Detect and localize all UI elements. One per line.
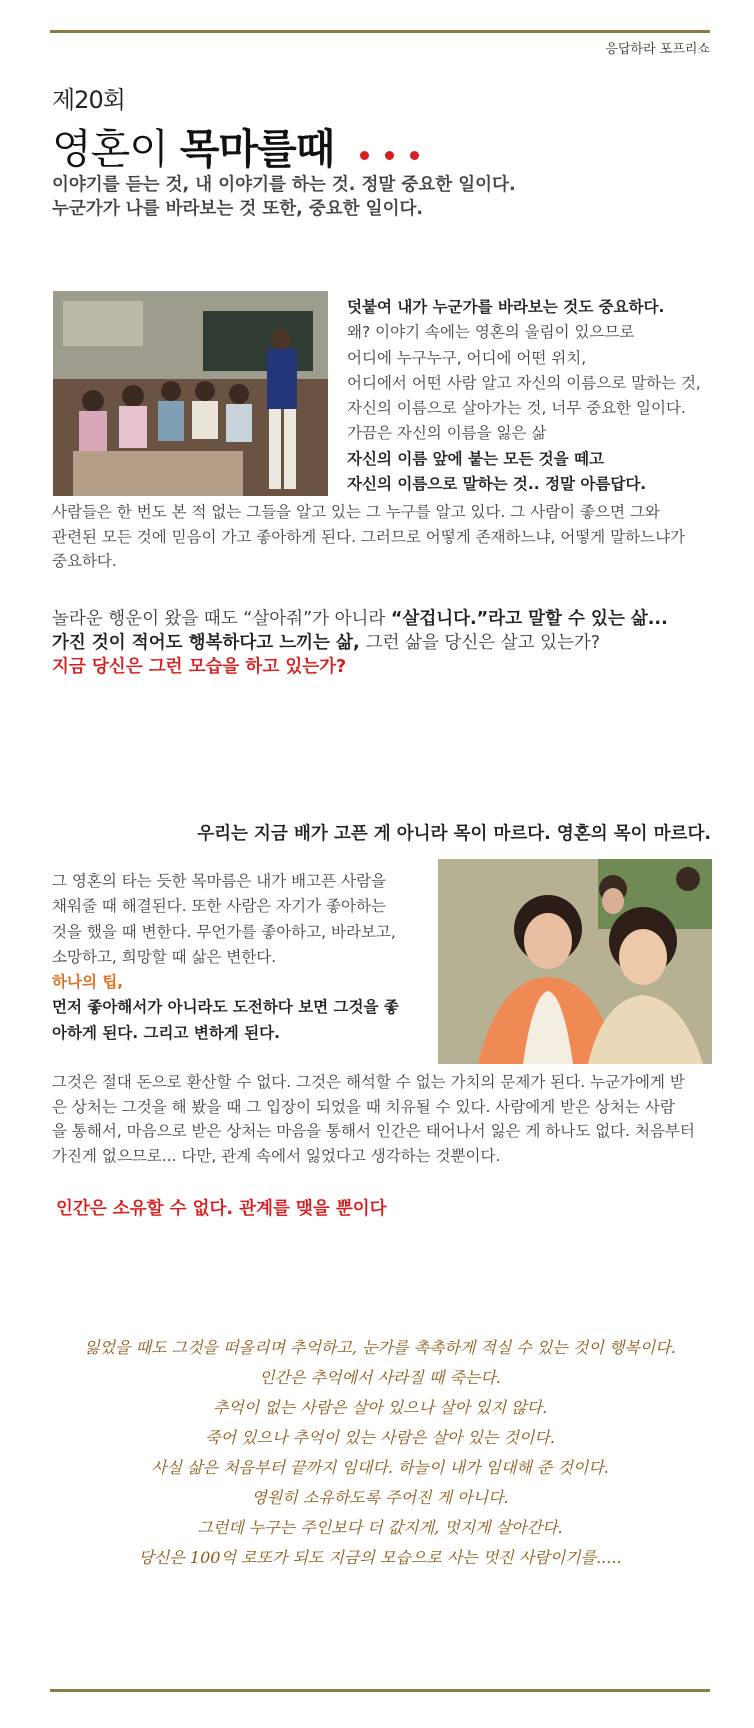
tip-line: 먼저 좋아해서가 아니라도 도전하다 보면 그것을 좋 [52, 998, 399, 1017]
text-line: 채워줄 때 해결된다. 또한 사람은 자기가 좋아하는 [52, 897, 386, 916]
text-line: 덧붙여 내가 누군가를 바라보는 것도 중요하다. [347, 298, 665, 316]
text-line: 소망하고, 희망할 때 삶은 변한다. [52, 947, 277, 966]
section1-paragraph [52, 500, 716, 574]
text-line: 자신의 이름 앞에 붙는 모든 것을 떼고 [347, 449, 604, 468]
text-line: 왜? 이야기 속에는 영혼의 울림이 있으므로 [347, 323, 635, 342]
episode-number: 제20회 [52, 86, 125, 114]
page-title [52, 116, 435, 176]
quote-emphasis: 가진 것이 적어도 행복하다고 느끼는 삶, [52, 633, 366, 653]
text-line: 가진게 없으므로... 다만, 관계 속에서 잃었다고 생각하는 것뿐이다. [52, 1146, 501, 1165]
text-line: 사람들은 한 번도 본 적 없는 그들을 알고 있는 그 누구를 알고 있다. 그 사람이 좋으면 그와 [52, 503, 660, 521]
ellipsis-dots [360, 128, 435, 176]
text-line: 그것은 절대 돈으로 환산할 수 없다. 그것은 해석할 수 없는 가치의 문제가 된다. 누군가에게 받 [52, 1073, 685, 1091]
text-line: 을 통해서, 마음으로 받은 상처는 마음을 통해서 인간은 태어나서 잃은 게 하나도 없다. 처음부터 [52, 1122, 695, 1140]
section2-paragraph [52, 1070, 716, 1168]
dot-icon [385, 151, 394, 160]
section2-heading: 우리는 지금 배가 고픈 게 아니라 목이 마르다. 영혼의 목이 마르다. [197, 824, 711, 844]
tip-label: 하나의 팁, [52, 973, 124, 992]
text-line: 가끔은 자신의 이름을 잃은 삶 [347, 424, 547, 443]
text-line: 그 영혼의 타는 듯한 목마름은 내가 배고픈 사람을 [52, 872, 386, 890]
subtitle-line: 누군가가 나를 바라보는 것 또한, 중요한 일이다. [52, 199, 424, 219]
title-bold: 목마를때 [179, 125, 335, 173]
dot-icon [410, 151, 419, 160]
text-line: 관련된 모든 것에 믿음이 가고 좋아하게 된다. 그러므로 어떻게 존재하느냐, 어떻게 말하느냐가 [52, 527, 686, 546]
dot-icon [360, 151, 369, 160]
handwritten-line: 인간은 추억에서 사라질 때 죽는다. [259, 1368, 501, 1387]
handwritten-line: 그런데 누구는 주인보다 더 값지게, 멋지게 살아간다. [197, 1518, 563, 1537]
quote-emphasis: “살겁니다.”라고 말할 수 있는 삶... [390, 609, 668, 629]
top-rule [50, 30, 710, 33]
handwritten-line: 추억이 없는 사람은 살아 있으나 살아 있지 않다. [212, 1398, 548, 1417]
title-normal: 영혼이 [52, 125, 180, 173]
handwritten-line: 잃었을 때도 그것을 떠올리며 추억하고, 눈가를 촉촉하게 적실 수 있는 것이 행복이다. [84, 1338, 676, 1357]
section2-side-text [52, 869, 422, 1046]
text-line: 은 상처는 그것을 해 봤을 때 그 입장이 되었을 때 치유될 수 있다. 사람에게 받은 상처는 사람 [52, 1097, 675, 1116]
audience-photo [53, 291, 328, 496]
section1-quote [52, 607, 668, 679]
subtitle-line: 이야기를 듣는 것, 내 이야기를 하는 것. 정말 중요한 일이다. [52, 175, 516, 195]
series-name: 응답하라 포프리쇼 [605, 42, 710, 57]
bottom-rule [50, 1689, 710, 1692]
text-line: 자신의 이름으로 말하는 것.. 정말 아름답다. [347, 475, 647, 494]
laughing-audience-photo [438, 859, 712, 1064]
handwritten-line: 사실 삶은 처음부터 끝까지 임대다. 하늘이 내가 임대해 준 것이다. [151, 1458, 609, 1477]
handwritten-line: 죽어 있으나 추억이 있는 사람은 살아 있는 것이다. [205, 1428, 555, 1447]
subtitle [52, 173, 516, 221]
handwritten-line: 당신은 100억 로또가 되도 지금의 모습으로 사는 멋진 사람이기를..... [138, 1548, 622, 1567]
quote-text: 그런 삶을 당신은 살고 있는가? [365, 633, 601, 653]
quote-question: 지금 당신은 그런 모습을 하고 있는가? [52, 657, 347, 677]
tip-line: 아하게 된다. 그리고 변하게 된다. [52, 1023, 281, 1042]
text-line: 중요하다. [52, 552, 117, 570]
text-line: 어디에 누구누구, 어디에 어떤 위치, [347, 348, 587, 367]
section1-side-text [347, 295, 717, 497]
quote-text: 놀라운 행운이 왔을 때도 “살아줘”가 아니라 [52, 609, 391, 629]
section2-slogan: 인간은 소유할 수 없다. 관계를 맺을 뿐이다 [56, 1199, 387, 1219]
text-line: 자신의 이름으로 살아가는 것, 너무 중요한 일이다. [347, 399, 686, 418]
handwritten-line: 영원히 소유하도록 주어진 게 아니다. [251, 1488, 509, 1507]
text-line: 어디에서 어떤 사람 알고 자신의 이름으로 말하는 것, [347, 373, 701, 392]
text-line: 것을 했을 때 변한다. 무언가를 좋아하고, 바라보고, [52, 922, 396, 941]
handwritten-message [40, 1333, 720, 1573]
